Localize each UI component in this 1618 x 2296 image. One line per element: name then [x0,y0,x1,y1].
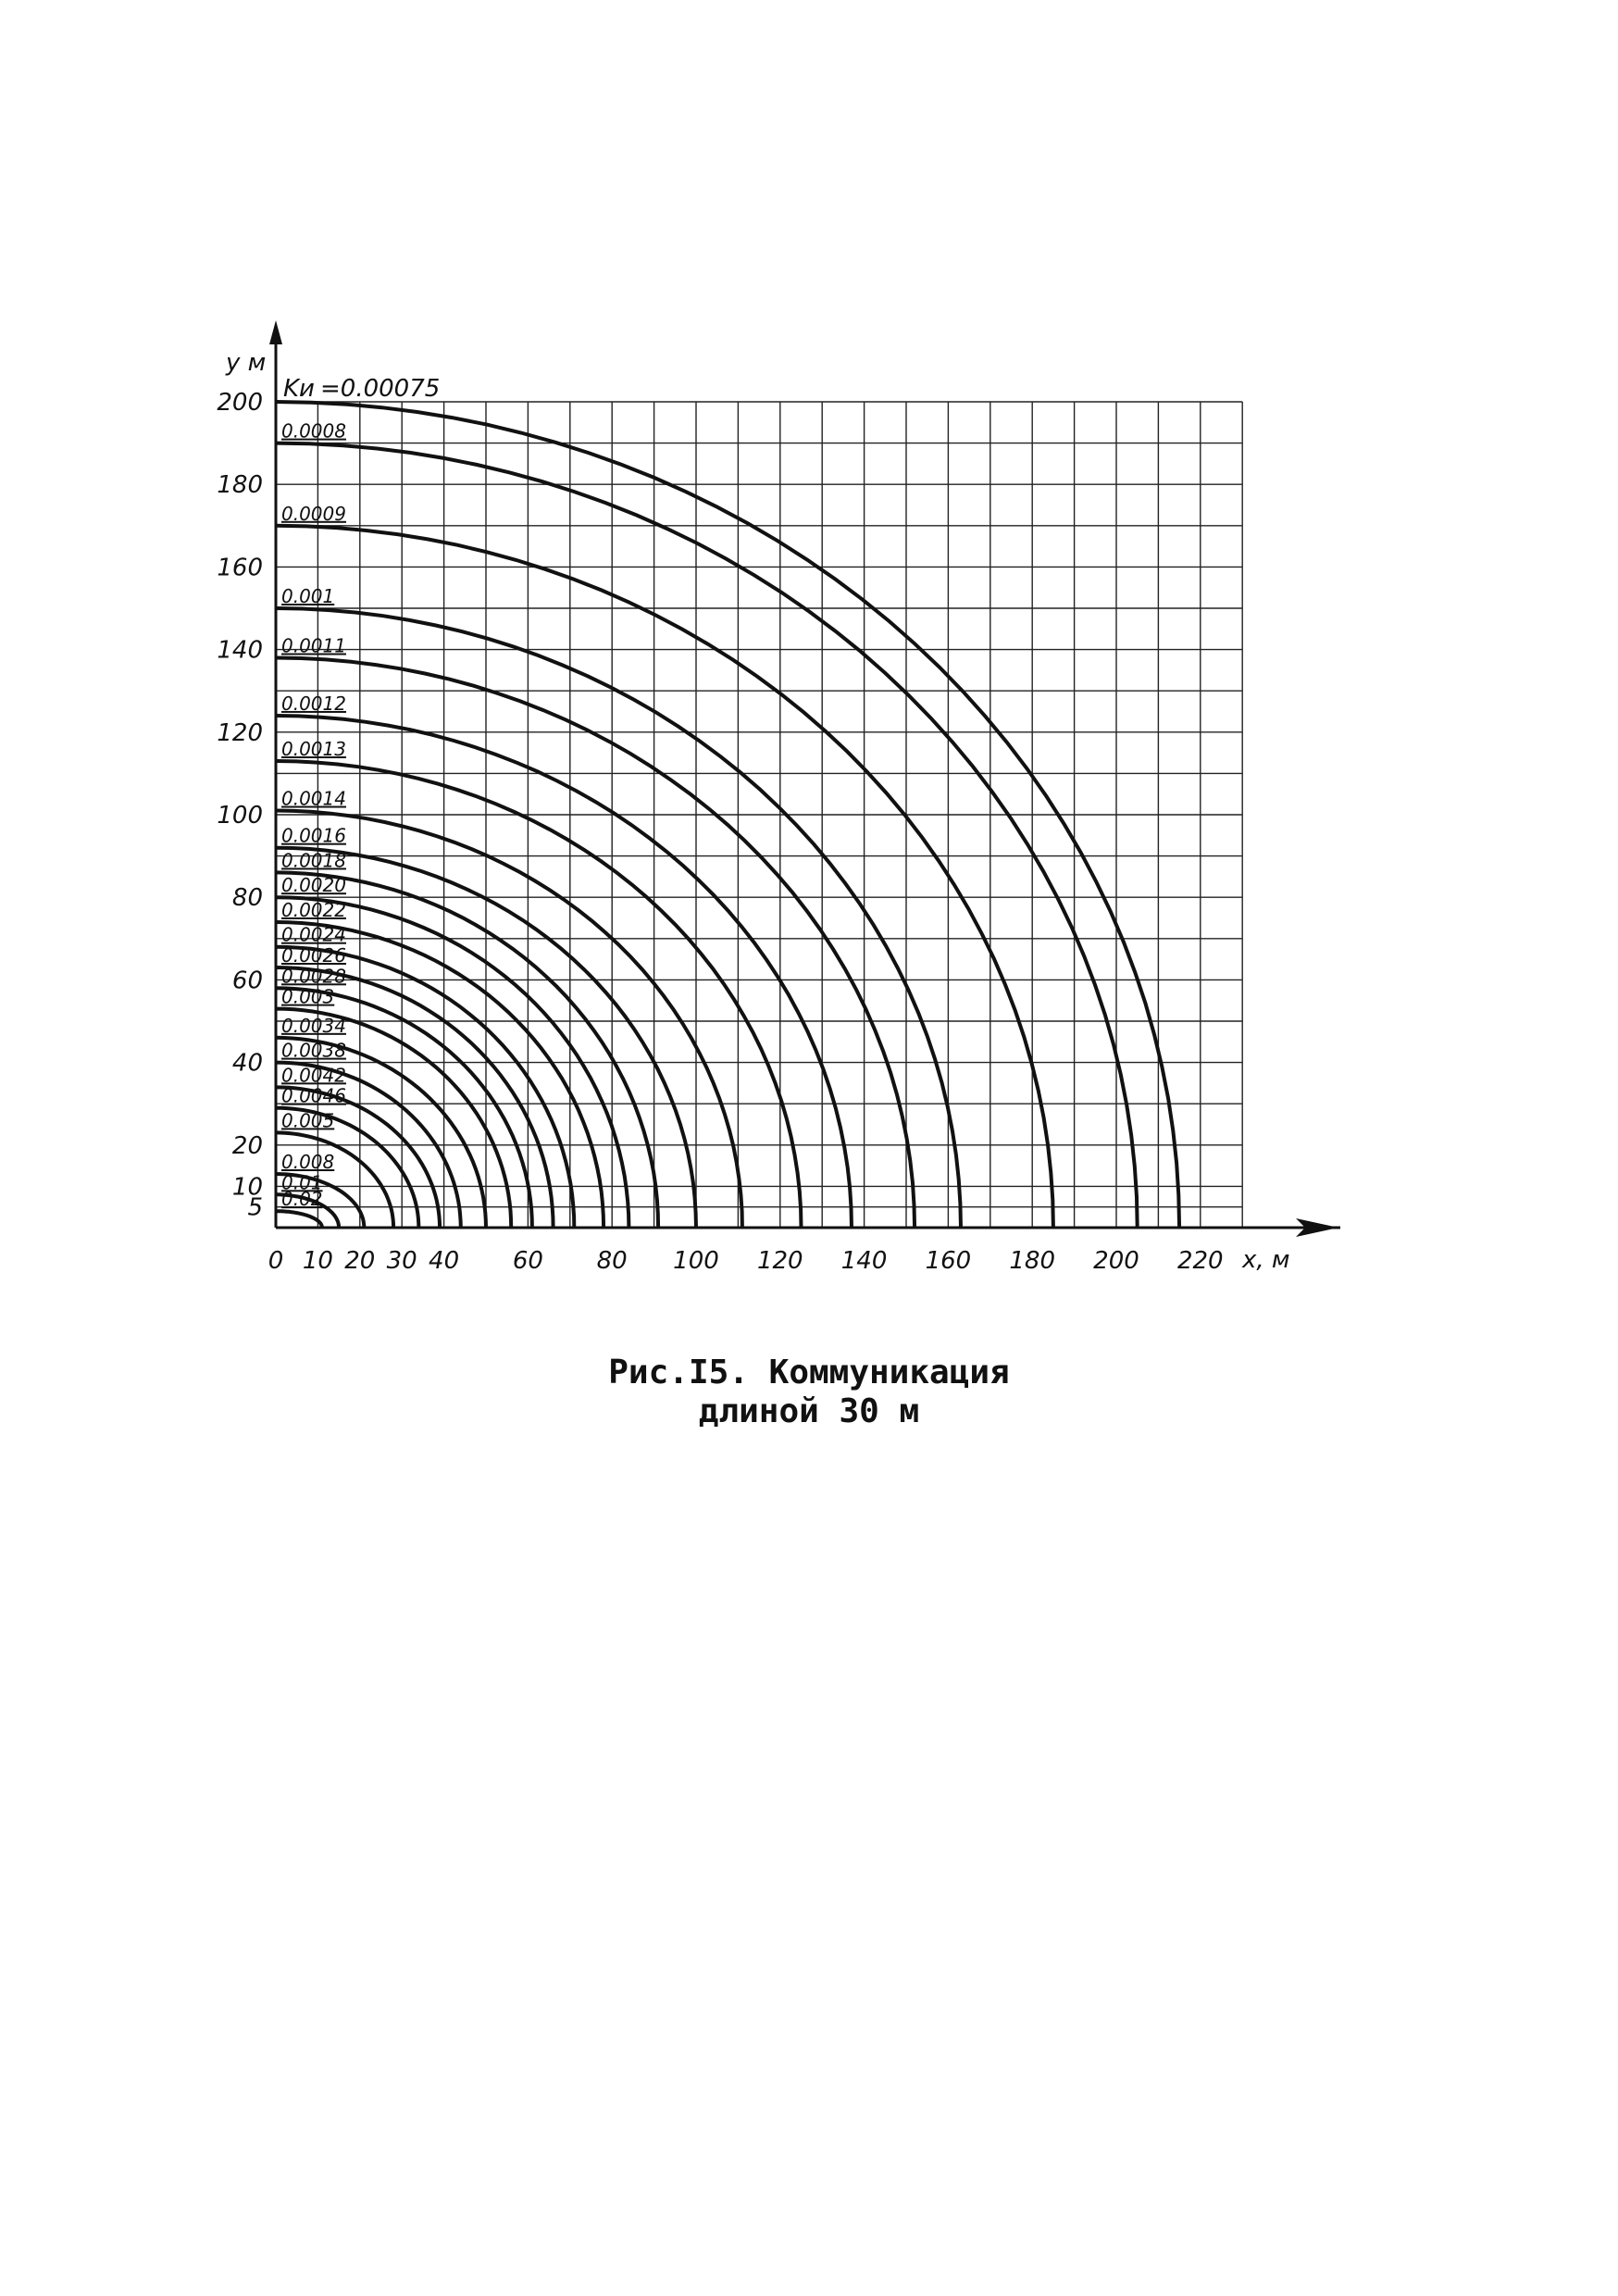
x-tick-label: 80 [596,1247,628,1275]
x-tick-label: 10 [302,1247,333,1275]
y-tick-label: 40 [231,1049,263,1078]
curve-label: 0.0018 [281,849,346,872]
curve-line [276,1211,322,1228]
curve-label: 0.0020 [281,874,346,897]
curve-label: 0.0022 [281,898,346,921]
x-tick-label: 180 [1009,1247,1056,1275]
figure-caption [0,1354,1618,1431]
x-tick-label: 30 [386,1247,417,1275]
curve-label: 0.0026 [281,944,346,967]
curve-label: 0.003 [281,985,335,1008]
curve-label: 0.0014 [281,787,346,810]
x-tick-label: 220 [1176,1247,1224,1275]
curve-label: 0.0028 [281,965,346,988]
caption-line-2: длиной 30 м [698,1392,920,1430]
curve-label: 0.0012 [281,692,346,715]
curve-label: 0.0042 [281,1064,346,1087]
x-tick-label: 20 [344,1247,376,1275]
y-tick-label: 60 [231,967,263,995]
x-axis-label: x, м [1242,1246,1290,1274]
param-name-label: Kи [283,375,315,403]
curve-label: 0.0009 [281,502,346,525]
y-tick-label: 80 [231,884,263,913]
curve-label: 0.0011 [281,634,346,657]
y-axis-label: y м [226,349,267,377]
y-tick-label: 140 [217,636,263,665]
curve-label: 0.0046 [281,1084,346,1107]
curve-line [276,526,1053,1228]
y-tick-label: 120 [217,718,263,747]
curve-label: 0.001 [281,585,335,607]
curve-label: 0.0008 [281,419,346,443]
y-tick-label: 20 [231,1131,263,1160]
x-tick-label: 40 [429,1247,460,1275]
x-tick-label: 140 [840,1247,888,1275]
caption-line-1: Рис.I5. Коммуникация [608,1354,1010,1391]
y-tick-label: 180 [217,471,263,500]
x-tick-label: 120 [756,1247,803,1275]
curve-label: 0.0016 [281,824,346,847]
y-tick-label: 160 [217,554,263,582]
y-tick-label: 100 [217,802,263,830]
chart-grid [276,402,1242,1228]
y-tick-label: 10 [231,1173,263,1202]
y-axis-arrow [269,320,282,344]
curve-label: 0.01 [281,1171,323,1194]
curve-line [276,608,961,1228]
x-tick-label: 0 [268,1247,284,1275]
curve-label: 0.005 [281,1109,335,1132]
y-tick-label: 5 [247,1193,263,1222]
curve-label: 0.0034 [281,1014,346,1037]
curve-line [276,658,915,1229]
curve-label: =0.00075 [320,375,441,403]
curve-label: 0.02 [281,1188,323,1211]
tick-label-group [217,389,1223,1275]
curve-label: 0.0013 [281,738,346,761]
x-tick-label: 100 [673,1247,719,1275]
curve-label: 0.0024 [281,923,346,946]
y-tick-label: 200 [217,389,263,417]
x-tick-label: 200 [1093,1247,1139,1275]
curve-label: 0.008 [281,1151,335,1174]
curve-label: 0.0038 [281,1039,346,1062]
x-tick-label: 160 [925,1247,972,1275]
x-tick-label: 60 [512,1247,543,1275]
